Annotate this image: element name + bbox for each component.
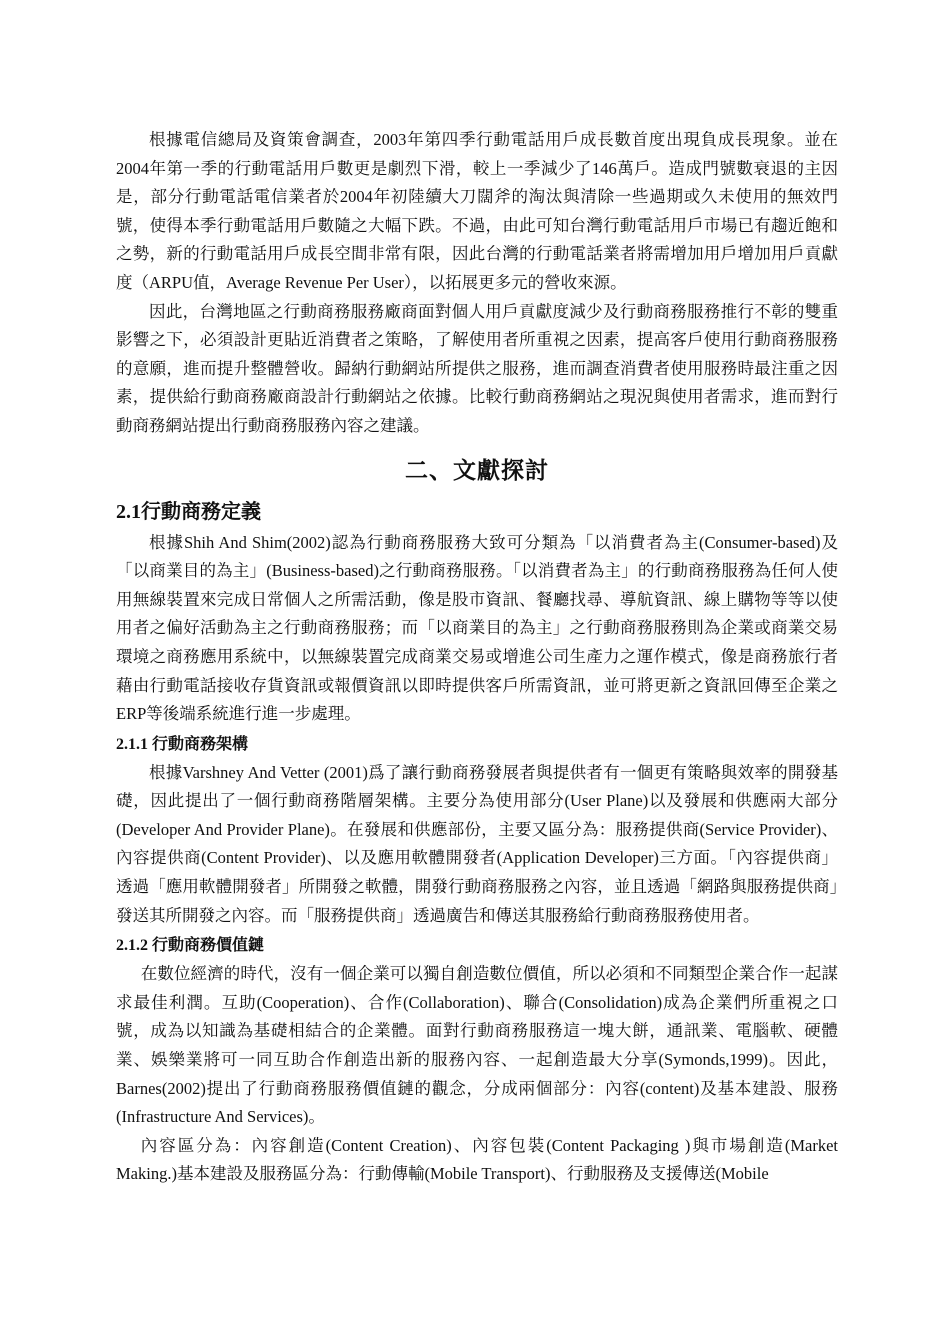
section-2-1-2-paragraph-1: 在數位經濟的時代，沒有一個企業可以獨自創造數位價值，所以必須和不同類型企業合作一起謀求最佳利潤。互助(Cooperation)、合作(Collaboration)、聯合(Consolidation)成為企業們所重視之口號，成為以知識為基礎相結合的企業體。面對行動商務服務這一塊大餅，通訊業、電腦軟、硬體業、娛樂業將可一同互助合作創造出新的服務內容、一起創造最大分享(Symonds,1999)。因此，Barnes(2002)提出了行動商務服務價值鏈的觀念，分成兩個部分：內容(content)及基本建設、服務(Infrastructure And Services)。 (116, 964, 838, 1127)
section-2-1-2-title: 2.1.2 行動商務價值鏈 (116, 937, 265, 955)
intro-paragraph-2: 因此，台灣地區之行動商務服務廠商面對個人用戶貢獻度減少及行動商務服務推行不彰的雙重影響之下，必須設計更貼近消費者之策略，了解使用者所重視之因素，提高客戶使用行動商務服務的意願，進而提升整體營收。歸納行動網站所提供之服務，進而調查消費者使用服務時最注重之因素，提供給行動商務廠商設計行動網站之依據。比較行動商務網站之現況與使用者需求，進而對行動商務網站提出行動商務服務內容之建議。 (116, 301, 838, 435)
chapter-title: 二、文獻探討 (405, 457, 549, 483)
section-2-1-1-title: 2.1.1 行動商務架構 (116, 735, 249, 753)
section-2-1-2-paragraph-2: 內容區分為：內容創造(Content Creation)、內容包裝(Content Packaging )與市場創造(Market Making.)基本建設及服務區分為：行動傳輸(Mobile Transport)、行動服務及支援傳送(Mobile (116, 1135, 838, 1184)
section-2-1-1-paragraph: 根據Varshney And Vetter (2001)爲了讓行動商務發展者與提供者有一個更有策略與效率的開發基礎，因此提出了一個行動商務階層架構。主要分為使用部分(User Plane)以及發展和供應兩大部分(Developer And Provider Plane)。在發展和供應部份，主要又區分為：服務提供商(Service Provider)、內容提供商(Content Provider)、以及應用軟體開發者(Application Developer)三方面。「內容提供商」透過「應用軟體開發者」所開發之軟體，開發行動商務服務之內容，並且透過「網路與服務提供商」發送其所開發之內容。而「服務提供商」透過廣告和傳送其服務給行動商務服務使用者。 (116, 762, 838, 925)
section-2-1-title: 2.1行動商務定義 (116, 500, 261, 523)
document-page (116, 126, 838, 1189)
intro-paragraph-1: 根據電信總局及資策會調查，2003年第四季行動電話用戶成長數首度出現負成長現象。並在2004年第一季的行動電話用戶數更是劇烈下滑，較上一季減少了146萬戶。造成門號數衰退的主因是，部分行動電話電信業者於2004年初陸續大刀闊斧的淘汰與清除一些過期或久未使用的無效門號，使得本季行動電話用戶數隨之大幅下跌。不過，由此可知台灣行動電話用戶市場已有趨近飽和之勢，新的行動電話用戶成長空間非常有限，因此台灣的行動電話業者將需增加用戶增加用戶貢獻度（ARPU值，Average Revenue Per User），以拓展更多元的營收來源。 (116, 130, 838, 292)
section-2-1-paragraph: 根據Shih And Shim(2002)認為行動商務服務大致可分類為「以消費者為主(Consumer-based)及「以商業目的為主」(Business-based)之行動商務服務。「以消費者為主」的行動商務服務為任何人使用無線裝置來完成日常個人之所需活動，像是股市資訊、餐廳找尋、導航資訊、線上購物等等以使用者之偏好活動為主之行動商務服務；而「以商業目的為主」之行動商務服務則為企業或商業交易環境之商務應用系統中，以無線裝置完成商業交易或增進公司生產力之運作模式，像是商務旅行者藉由行動電話接收存貨資訊或報價資訊以即時提供客戶所需資訊，並可將更新之資訊回傳至企業之ERP等後端系統進行進一步處理。 (116, 532, 838, 724)
